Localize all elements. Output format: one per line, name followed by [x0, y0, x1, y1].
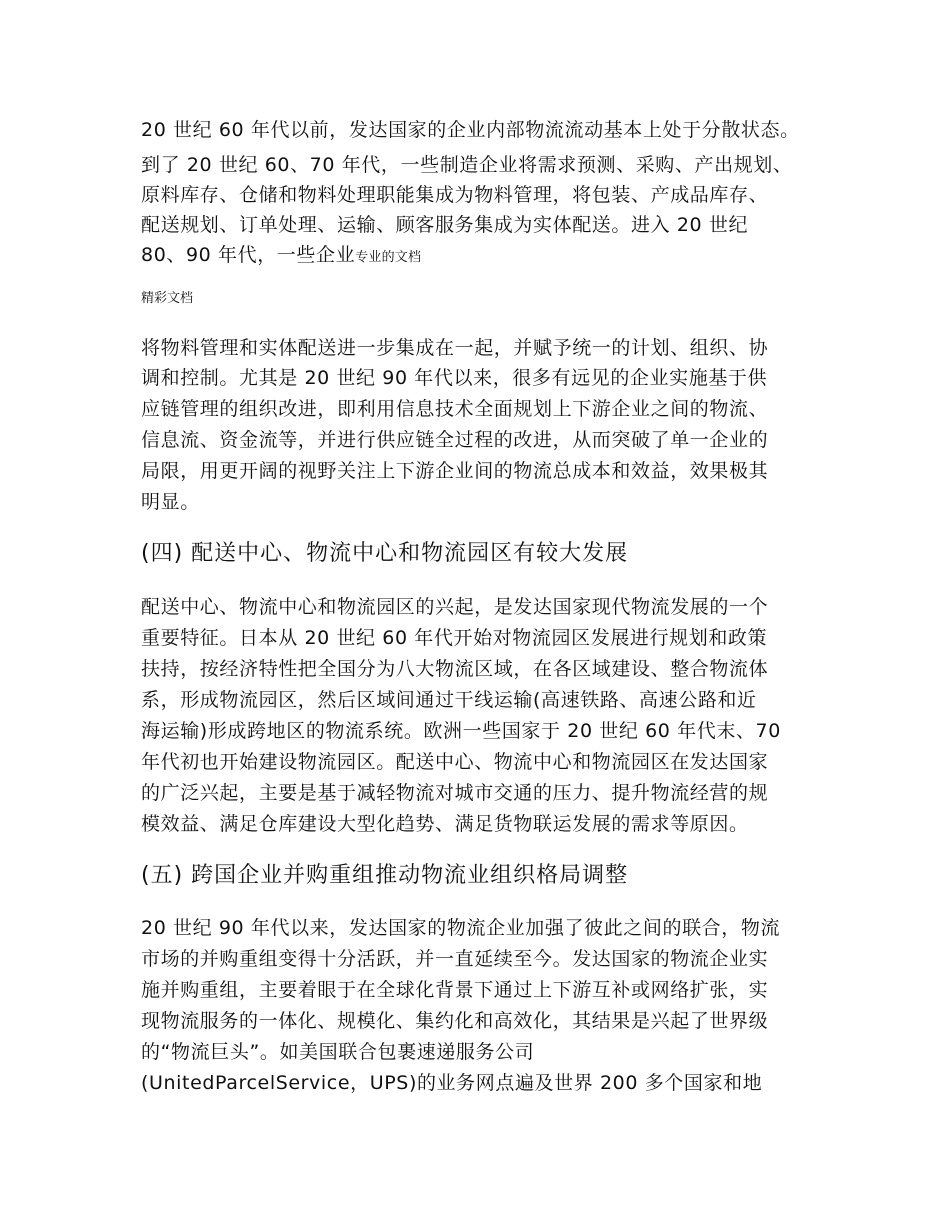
paragraph1-line-5-text: 80、90 年代，一些企业 — [141, 244, 356, 266]
paragraph1-line-1: 20 世纪 60 年代以前，发达国家的企业内部物流流动基本上处于分散状态。 — [141, 119, 800, 141]
paragraph4-line-4: 现物流服务的一体化、规模化、集约化和高效化，其结果是兴起了世界级 — [141, 1010, 769, 1032]
paragraph4-line-1: 20 世纪 90 年代以来，发达国家的物流企业加强了彼此之间的联合，物流 — [141, 917, 781, 939]
paragraph3-line-8: 模效益、满足仓库建设大型化趋势、满足货物联运发展的需求等原因。 — [141, 813, 749, 835]
paragraph3-line-1: 配送中心、物流中心和物流园区的兴起，是发达国家现代物流发展的一个 — [141, 596, 769, 618]
paragraph1-line-2: 到了 20 世纪 60、70 年代，一些制造企业将需求预测、采购、产出规划、 — [141, 154, 793, 176]
paragraph4-line-5: 的“物流巨头”。如美国联合包裹速递服务公司 — [141, 1041, 535, 1063]
paragraph3-line-3: 扶持，按经济特性把全国分为八大物流区域，在各区域建设、整合物流体 — [141, 658, 769, 680]
paragraph4-line-3: 施并购重组，主要着眼于在全球化背景下通过上下游互补或网络扩张，实 — [141, 979, 769, 1001]
paragraph1-line-3: 原料库存、仓储和物料处理职能集成为物料管理，将包装、产成品库存、 — [141, 184, 769, 206]
paragraph2-line-2: 调和控制。尤其是 20 世纪 90 年代以来，很多有远见的企业实施基于供 — [141, 367, 768, 389]
paragraph3-line-7: 的广泛兴起，主要是基于减轻物流对城市交通的压力、提升物流经营的规 — [141, 782, 769, 804]
paragraph3-line-5: 海运输)形成跨地区的物流系统。欧洲一些国家于 20 世纪 60 年代末、70 — [141, 720, 781, 742]
paragraph2-line-3: 应链管理的组织改进，即利用信息技术全面规划上下游企业之间的物流、 — [141, 398, 769, 420]
page-tag: 精彩文档 — [141, 291, 194, 306]
paragraph4-line-6: (UnitedParcelService，UPS)的业务网点遍及世界 200 多个国家和地 — [141, 1072, 763, 1094]
paragraph3-line-2: 重要特征。日本从 20 世纪 60 年代开始对物流园区发展进行规划和政策 — [141, 627, 768, 649]
paragraph1-line-5 — [141, 242, 421, 271]
paragraph3-line-4: 系，形成物流园区，然后区域间通过干线运输(高速铁路、高速公路和近 — [141, 689, 757, 711]
inline-doc-tag: 专业的文档 — [355, 250, 422, 265]
section-heading-5: (五) 跨国企业并购重组推动物流业组织格局调整 — [141, 863, 629, 888]
paragraph2-line-4: 信息流、资金流等，并进行供应链全过程的改进，从而突破了单一企业的 — [141, 429, 769, 451]
paragraph2-line-6: 明显。 — [141, 491, 200, 513]
paragraph2-line-5: 局限，用更开阔的视野关注上下游企业间的物流总成本和效益，效果极其 — [141, 460, 769, 482]
paragraph4-line-2: 市场的并购重组变得十分活跃，并一直延续至今。发达国家的物流企业实 — [141, 948, 769, 970]
paragraph2-line-1: 将物料管理和实体配送进一步集成在一起，并赋予统一的计划、组织、协 — [141, 337, 769, 359]
paragraph1-line-4: 配送规划、订单处理、运输、顾客服务集成为实体配送。进入 20 世纪 — [141, 214, 749, 236]
section-heading-4: (四) 配送中心、物流中心和物流园区有较大发展 — [141, 541, 629, 566]
paragraph3-line-6: 年代初也开始建设物流园区。配送中心、物流中心和物流园区在发达国家 — [141, 751, 769, 773]
